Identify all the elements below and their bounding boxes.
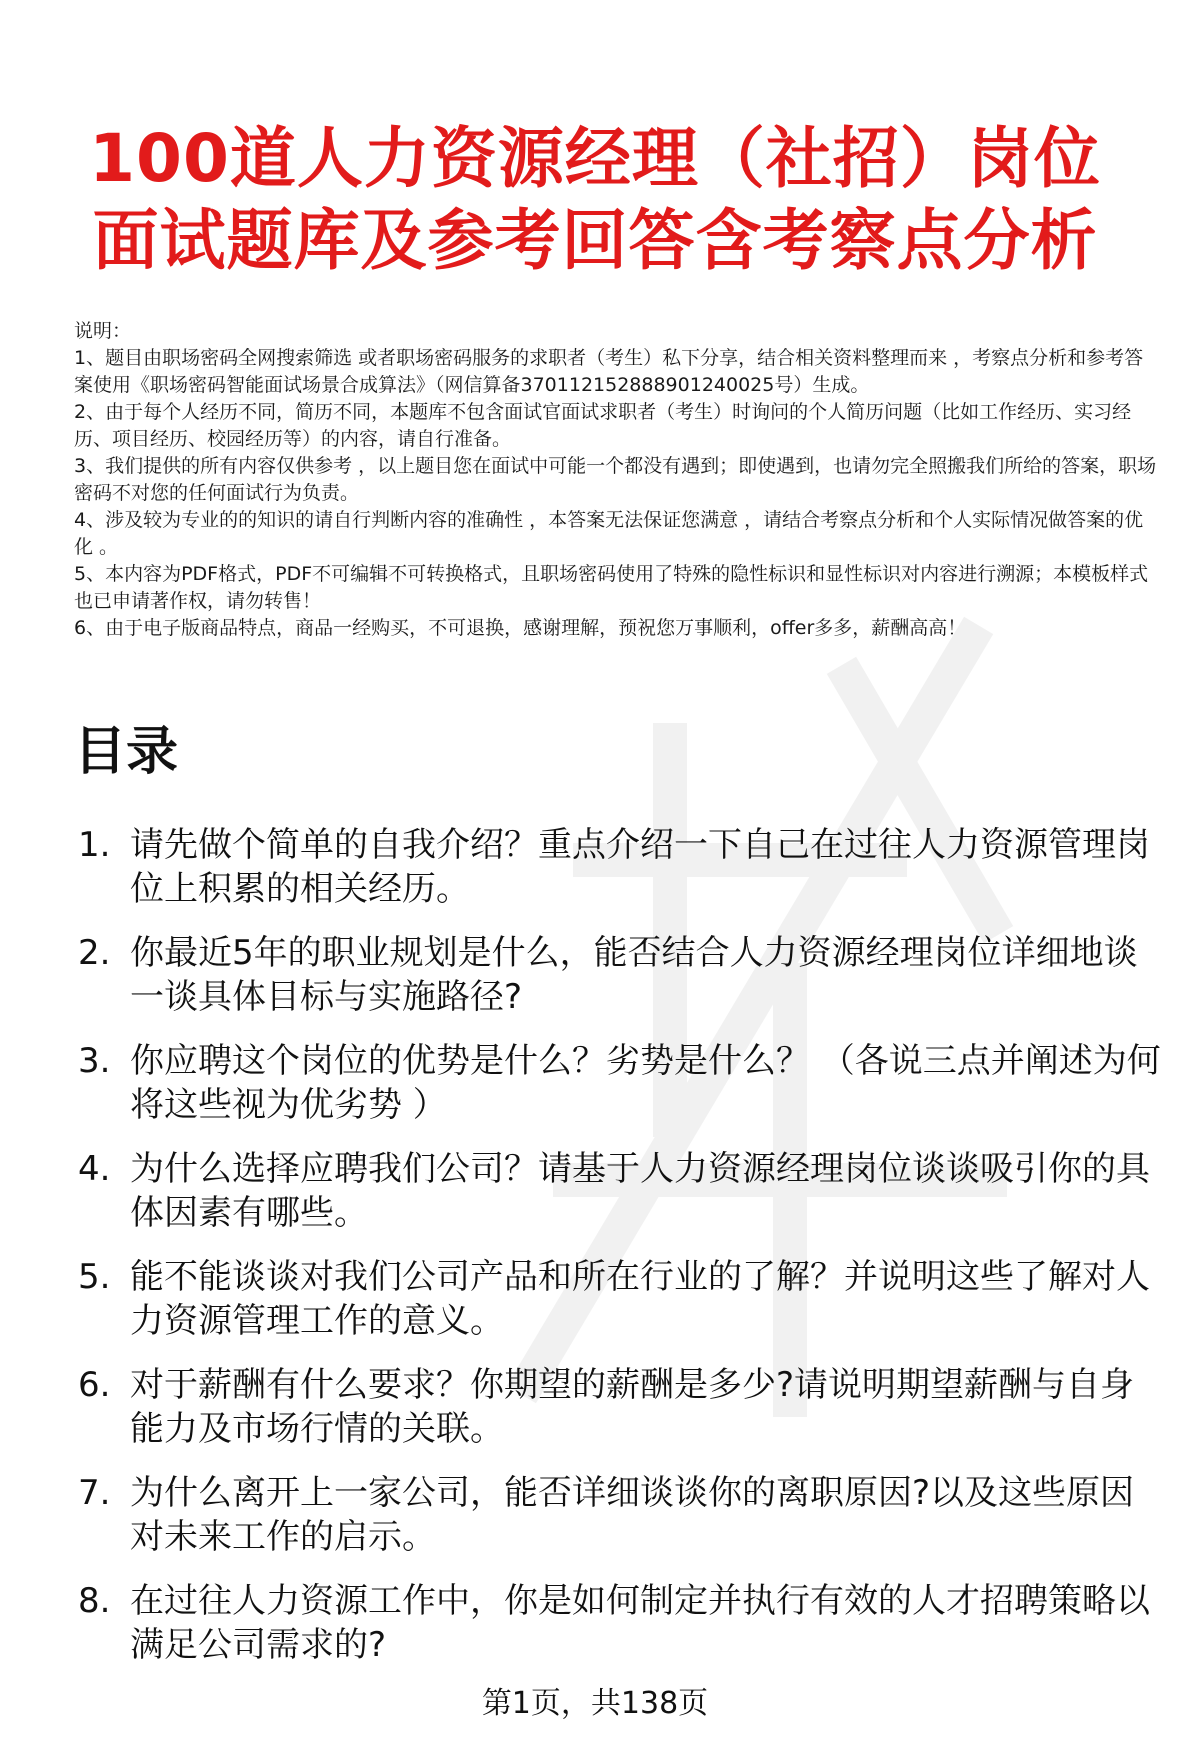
notes-label: 说明： [74, 320, 132, 342]
toc-list [78, 823, 1166, 1687]
toc-item[interactable] [78, 1471, 1166, 1559]
note-item: 3、我们提供的所有内容仅供参考 ，以上题目您在面试中可能一个都没有遇到；即使遇到，也请勿完全照搬我们所给的答案，职场密码不对您的任何面试行为负责。 [74, 455, 1157, 504]
note-item: 2、由于每个人经历不同，简历不同，本题库不包含面试官面试求职者（考生）时询问的个人简历问题（比如工作经历、实习经历、项目经历、校园经历等）的内容，请自行准备。 [74, 401, 1132, 450]
toc-item-text: 对于薪酬有什么要求？你期望的薪酬是多少?请说明期望薪酬与自身能力及市场行情的关联。 [130, 1365, 1135, 1449]
note-item: 1、题目由职场密码全网搜索筛选 或者职场密码服务的求职者（考生）私下分享，结合相关资料整理而来 ，考察点分析和参考答案使用《职场密码智能面试场景合成算法》（网信算备370112152888901240025号）生成。 [74, 347, 1144, 396]
toc-item-text: 在过往人力资源工作中，你是如何制定并执行有效的人才招聘策略以满足公司需求的? [130, 1581, 1150, 1665]
toc-item-text: 为什么选择应聘我们公司？请基于人力资源经理岗位谈谈吸引你的具体因素有哪些。 [130, 1149, 1150, 1233]
note-item: 4、涉及较为专业的的知识的请自行判断内容的准确性 ，本答案无法保证您满意 ，请结合考察点分析和个人实际情况做答案的优化 。 [74, 509, 1144, 558]
toc-item-number: 4. [78, 1149, 111, 1189]
toc-item-text: 你最近5年的职业规划是什么，能否结合人力资源经理岗位详细地谈一谈具体目标与实施路径? [130, 933, 1138, 1017]
document-title: 100道人力资源经理（社招）岗位面试题库及参考回答含考察点分析 [89, 120, 1101, 279]
toc-item[interactable] [78, 823, 1166, 911]
toc-item-number: 7. [78, 1473, 111, 1513]
toc-item[interactable] [78, 1147, 1166, 1235]
toc-item-number: 3. [78, 1041, 111, 1081]
toc-item-text: 请先做个简单的自我介绍？重点介绍一下自己在过往人力资源管理岗位上积累的相关经历。 [130, 825, 1150, 909]
note-item: 5、本内容为PDF格式，PDF不可编辑不可转换格式，且职场密码使用了特殊的隐性标识和显性标识对内容进行溯源；本模板样式也已申请著作权，请勿转售！ [74, 563, 1149, 612]
toc-item[interactable] [78, 931, 1166, 1019]
toc-item-number: 2. [78, 933, 111, 973]
note-item: 6、由于电子版商品特点，商品一经购买，不可退换，感谢理解，预祝您万事顺利，offer多多，薪酬高高！ [74, 617, 967, 639]
toc-item[interactable] [78, 1363, 1166, 1451]
toc-item-text: 能不能谈谈对我们公司产品和所在行业的了解？并说明这些了解对人力资源管理工作的意义。 [130, 1257, 1150, 1341]
toc-item-number: 1. [78, 825, 111, 865]
toc-item[interactable] [78, 1039, 1166, 1127]
toc-item-number: 6. [78, 1365, 111, 1405]
toc-item[interactable] [78, 1255, 1166, 1343]
toc-item-text: 你应聘这个岗位的优势是什么？劣势是什么？ （各说三点并阐述为何将这些视为优劣势 ） [130, 1041, 1161, 1125]
notes-section [74, 318, 1160, 642]
toc-item-number: 8. [78, 1581, 111, 1621]
page-footer: 第1页，共138页 [481, 1686, 709, 1721]
toc-item[interactable] [78, 1579, 1166, 1667]
toc-item-text: 为什么离开上一家公司，能否详细谈谈你的离职原因?以及这些原因对未来工作的启示。 [130, 1473, 1135, 1557]
toc-item-number: 5. [78, 1257, 111, 1297]
toc-heading: 目录 [74, 722, 179, 782]
